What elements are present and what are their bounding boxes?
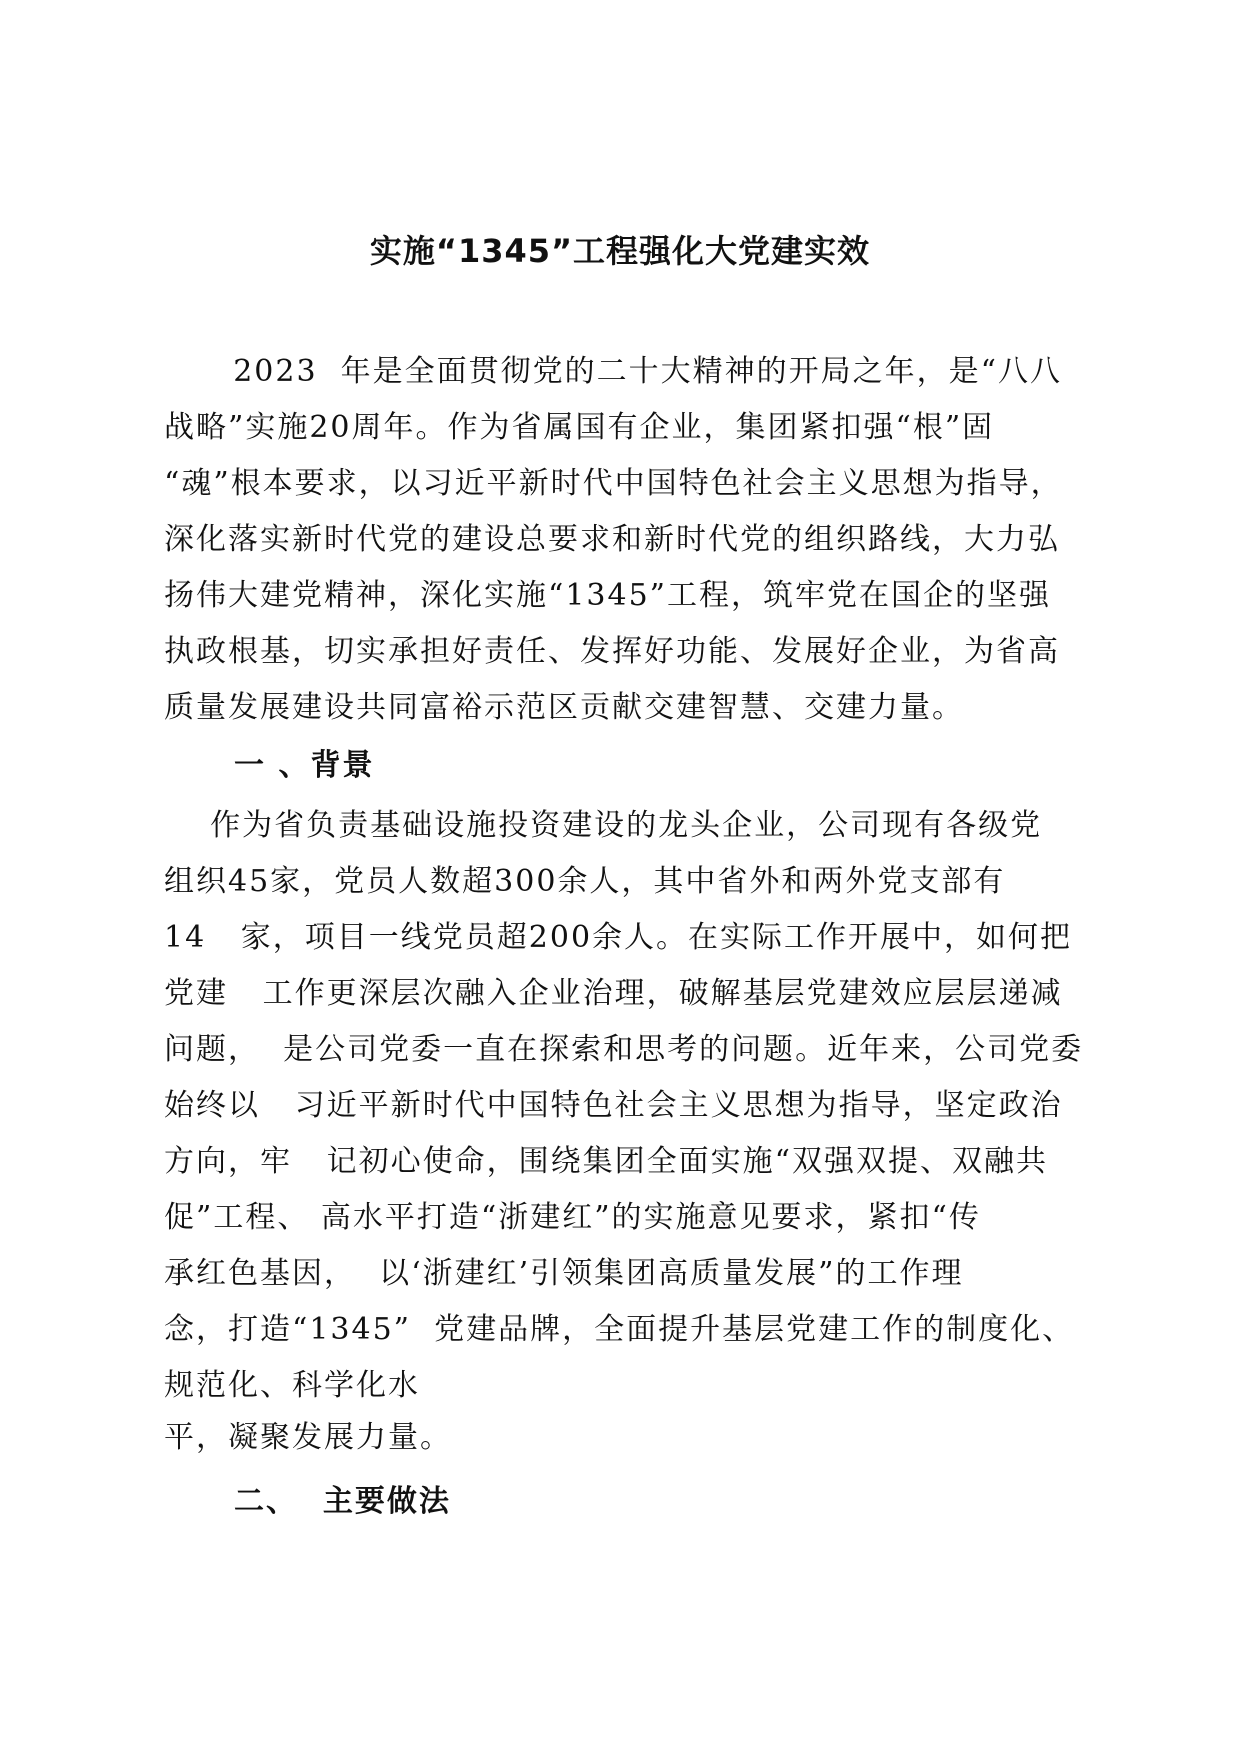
intro-line: 质量发展建设共同富裕示范区贡献交建智慧、交建力量。 bbox=[164, 690, 964, 725]
intro-line: “魂”根本要求，以习近平新时代中国特色社会主义思想为指导， bbox=[164, 466, 1063, 501]
body-line: 始终以 习近平新时代中国特色社会主义思想为指导，坚定政治 bbox=[164, 1088, 1063, 1123]
body-line: 规范化、科学化水 bbox=[164, 1368, 420, 1403]
body-line: 念，打造“1345” 党建品牌，全面提升基层党建工作的制度化、 bbox=[164, 1312, 1075, 1347]
intro-line: 战略”实施20周年。作为省属国有企业，集团紧扣强“根”固 bbox=[164, 410, 995, 445]
intro-line: 执政根基，切实承担好责任、发挥好功能、发展好企业，为省高 bbox=[164, 634, 1060, 669]
body-line: 党建 工作更深层次融入企业治理，破解基层党建效应层层递减 bbox=[164, 976, 1063, 1011]
body-line: 方向，牢 记初心使命，围绕集团全面实施“双强双提、双融共 bbox=[164, 1144, 1048, 1179]
body-line: 问题， 是公司党委一直在探索和思考的问题。近年来，公司党委 bbox=[164, 1032, 1084, 1067]
body-line: 组织45家，党员人数超300余人，其中省外和两外党支部有 bbox=[164, 864, 1006, 899]
body-line: 促”工程、 高水平打造“浙建红”的实施意见要求，紧扣“传 bbox=[164, 1200, 981, 1235]
body-line: 平，凝聚发展力量。 bbox=[164, 1420, 452, 1455]
body-line: 作为省负责基础设施投资建设的龙头企业，公司现有各级党 bbox=[164, 808, 1043, 843]
intro-line: 2023 年是全面贯彻党的二十大精神的开局之年，是“八八 bbox=[164, 354, 1062, 389]
body-line: 承红色基因， 以‘浙建红’引领集团高质量发展”的工作理 bbox=[164, 1256, 964, 1291]
intro-line: 深化落实新时代党的建设总要求和新时代党的组织路线，大力弘 bbox=[164, 522, 1060, 557]
intro-line: 扬伟大建党精神，深化实施“1345”工程，筑牢党在国企的坚强 bbox=[164, 578, 1052, 613]
document-title: 实施“1345”工程强化大党建实效 bbox=[369, 232, 871, 270]
section-heading-background: 一 、背景 bbox=[234, 748, 375, 783]
section-heading-main-practices: 二、 主要做法 bbox=[234, 1484, 451, 1519]
body-line: 14 家，项目一线党员超200余人。在实际工作开展中，如何把 bbox=[164, 920, 1073, 955]
